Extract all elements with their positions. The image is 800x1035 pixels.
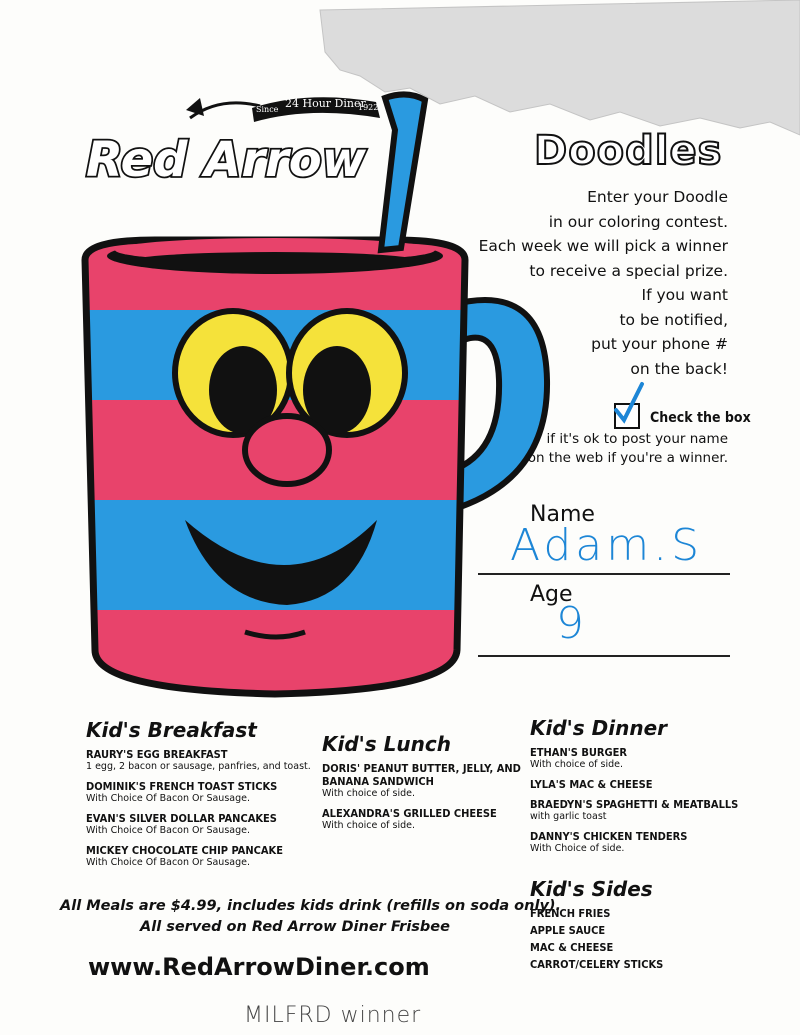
menu-item-desc: With Choice Of Bacon Or Sausage.: [86, 825, 250, 836]
age-value[interactable]: 9: [556, 598, 584, 649]
dinner-title: Kid's Dinner: [530, 716, 668, 740]
contest-instructions: [428, 185, 728, 381]
menu-item-desc: With choice of side.: [322, 788, 416, 799]
menu-item-desc: With Choice Of Bacon Or Sausage.: [86, 793, 250, 804]
menu-item-desc: With choice of side.: [322, 820, 416, 831]
sides-section: [530, 877, 663, 971]
menu-item-name: RAURY'S EGG BREAKFAST: [86, 748, 228, 761]
instruction-line: If you want: [641, 286, 728, 304]
menu-item-name: BRAEDYN'S SPAGHETTI & MEATBALLS: [530, 798, 739, 811]
logo-since: Since: [256, 105, 279, 114]
handwritten-note: MILFRD winner: [244, 1003, 422, 1028]
breakfast-section: [86, 718, 311, 876]
price-note-line: All served on Red Arrow Diner Frisbee: [140, 919, 450, 935]
menu-item-name: ALEXANDRA'S GRILLED CHEESE: [322, 807, 497, 820]
instruction-line: Each week we will pick a winner: [478, 237, 728, 255]
instruction-line: in our coloring contest.: [548, 212, 728, 231]
menu-item-name-cont: BANANA SANDWICH: [322, 775, 434, 788]
logo-tagline: 24 Hour Diner: [285, 97, 366, 110]
name-field-line: [478, 573, 730, 575]
lunch-title: Kid's Lunch: [322, 732, 451, 756]
instruction-line: to be notified,: [619, 310, 728, 329]
age-label: Age: [530, 582, 573, 607]
menu-item-desc: with garlic toast: [530, 811, 607, 822]
menu-item-name: DOMINIK'S FRENCH TOAST STICKS: [86, 780, 278, 793]
meal-price-note: [60, 896, 562, 938]
checkbox-note-line: if it's ok to post your name: [546, 431, 728, 447]
checkmark-icon: [612, 380, 646, 426]
side-item: APPLE SAUCE: [530, 924, 606, 937]
sides-title: Kid's Sides: [530, 877, 653, 901]
menu-item-name: EVAN'S SILVER DOLLAR PANCAKES: [86, 812, 277, 825]
price-note-line: All Meals are $4.99, includes kids drink (refills on soda only).: [60, 898, 562, 914]
menu-item-name: DORIS' PEANUT BUTTER, JELLY, AND: [322, 762, 521, 775]
side-item: FRENCH FRIES: [530, 907, 611, 920]
menu-item-desc: With choice of side.: [530, 759, 624, 770]
menu-item-desc: With Choice of side.: [530, 843, 625, 854]
instruction-line: put your phone #: [591, 335, 728, 353]
menu-item-name: LYLA'S MAC & CHEESE: [530, 778, 653, 791]
checkbox-label: Check the box: [650, 410, 751, 426]
side-item: MAC & CHEESE: [530, 941, 614, 954]
website-link[interactable]: www.RedArrowDiner.com: [88, 953, 430, 981]
lunch-section: [322, 732, 521, 839]
instruction-line: to receive a special prize.: [529, 261, 728, 280]
name-value[interactable]: Adam.S: [510, 520, 703, 571]
breakfast-title: Kid's Breakfast: [86, 718, 257, 742]
menu-item-name: ETHAN'S BURGER: [530, 746, 628, 759]
side-item: CARROT/CELERY STICKS: [530, 958, 664, 971]
dinner-section: [530, 716, 738, 862]
logo-brand: Red Arrow: [86, 132, 367, 188]
menu-item-desc: With Choice Of Bacon Or Sausage.: [86, 857, 250, 868]
instruction-line: on the back!: [630, 359, 728, 378]
checkbox-note-line: on the web if you're a winner.: [527, 450, 728, 466]
checkbox-note: [528, 430, 728, 468]
doodles-title: Doodles: [534, 128, 723, 174]
menu-item-name: MICKEY CHOCOLATE CHIP PANCAKE: [86, 844, 283, 857]
age-field-line: [478, 655, 730, 657]
logo-year: 1922: [358, 103, 379, 112]
name-label: Name: [530, 502, 595, 527]
menu-item-name: DANNY'S CHICKEN TENDERS: [530, 830, 688, 843]
instruction-line: Enter your Doodle: [587, 188, 728, 206]
mug-drawing: [55, 90, 555, 700]
menu-item-desc: 1 egg, 2 bacon or sausage, panfries, and toast.: [86, 761, 311, 772]
